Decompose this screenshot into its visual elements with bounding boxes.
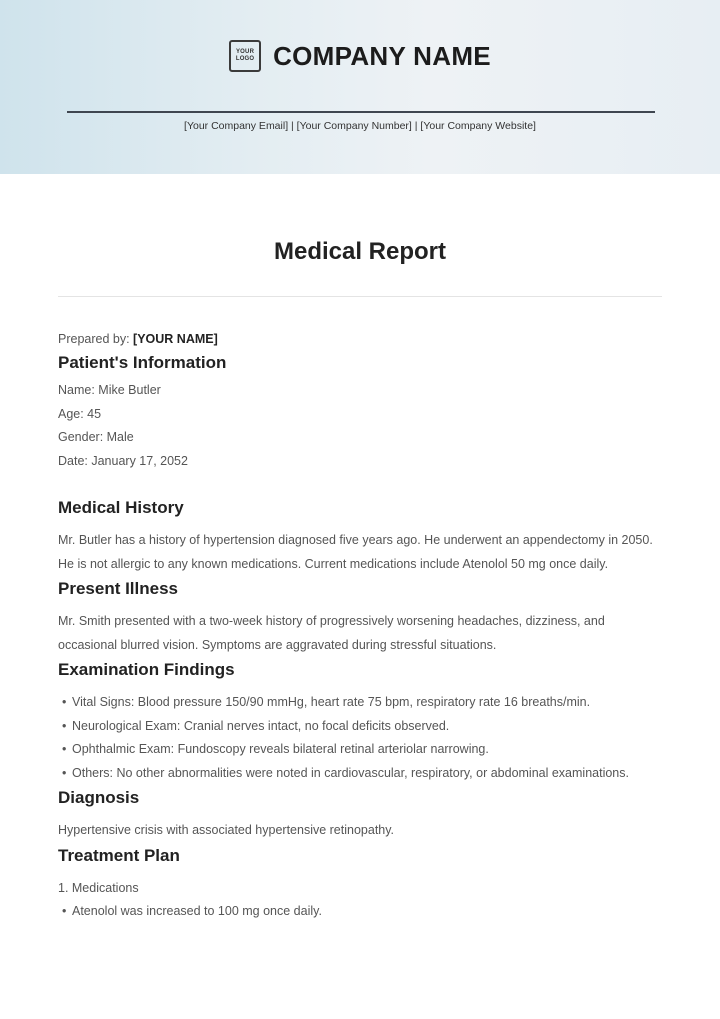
company-name: COMPANY NAME xyxy=(273,40,491,71)
logo-text-line1: YOUR xyxy=(235,49,255,55)
logo-text-line2: LOGO xyxy=(235,56,255,62)
report-body xyxy=(58,330,658,924)
report-title: Medical Report xyxy=(273,238,447,265)
patient-name: Name: Mike Butler xyxy=(58,383,161,397)
medical-history-heading: Medical History xyxy=(58,498,184,517)
patient-gender: Gender: Male xyxy=(58,430,134,444)
examination-list xyxy=(58,691,658,785)
present-illness-text: Mr. Smith presented with a two-week history of progressively worsening headaches, dizziness, and occasional blurred vision. Symptoms are aggravated during stressful situations. xyxy=(58,614,605,652)
prepared-by-name: [YOUR NAME] xyxy=(133,332,218,346)
diagnosis-heading: Diagnosis xyxy=(58,788,140,807)
patient-age: Age: 45 xyxy=(58,406,102,421)
treatment-subheading: 1. Medications xyxy=(58,880,139,895)
title-divider xyxy=(58,296,662,297)
treatment-heading: Treatment Plan xyxy=(58,845,180,865)
company-contact-line: [Your Company Email] | [Your Company Number] | [Your Company Website] xyxy=(184,120,536,132)
brand xyxy=(0,40,720,72)
examination-heading: Examination Findings xyxy=(58,660,235,679)
header-divider xyxy=(67,111,655,113)
diagnosis-text: Hypertensive crisis with associated hypertensive retinopathy. xyxy=(58,823,395,837)
list-item: • Atenolol was increased to 100 mg once daily. xyxy=(58,900,658,924)
prepared-by xyxy=(58,330,658,348)
patient-info-heading: Patient's Information xyxy=(58,353,227,372)
treatment-list xyxy=(58,900,658,924)
patient-info xyxy=(58,379,658,473)
prepared-by-label: Prepared by: xyxy=(58,332,134,346)
list-item: • Neurological Exam: Cranial nerves intact, no focal deficits observed. xyxy=(58,715,658,739)
list-item: • Others: No other abnormalities were noted in cardiovascular, respiratory, or abdominal examinations. xyxy=(58,762,658,786)
list-item: • Ophthalmic Exam: Fundoscopy reveals bilateral retinal arteriolar narrowing. xyxy=(58,738,658,762)
list-item: • Vital Signs: Blood pressure 150/90 mmHg, heart rate 75 bpm, respiratory rate 16 breaths/min. xyxy=(58,691,658,715)
patient-date: Date: January 17, 2052 xyxy=(58,453,188,468)
document-header xyxy=(0,0,720,174)
present-illness-heading: Present Illness xyxy=(58,579,179,598)
medical-history-text: Mr. Butler has a history of hypertension diagnosed five years ago. He underwent an appendectomy in 2050. He is not allergic to any known medications. Current medications include Atenolol 50 mg once daily. xyxy=(58,533,653,571)
company-logo xyxy=(229,40,261,72)
